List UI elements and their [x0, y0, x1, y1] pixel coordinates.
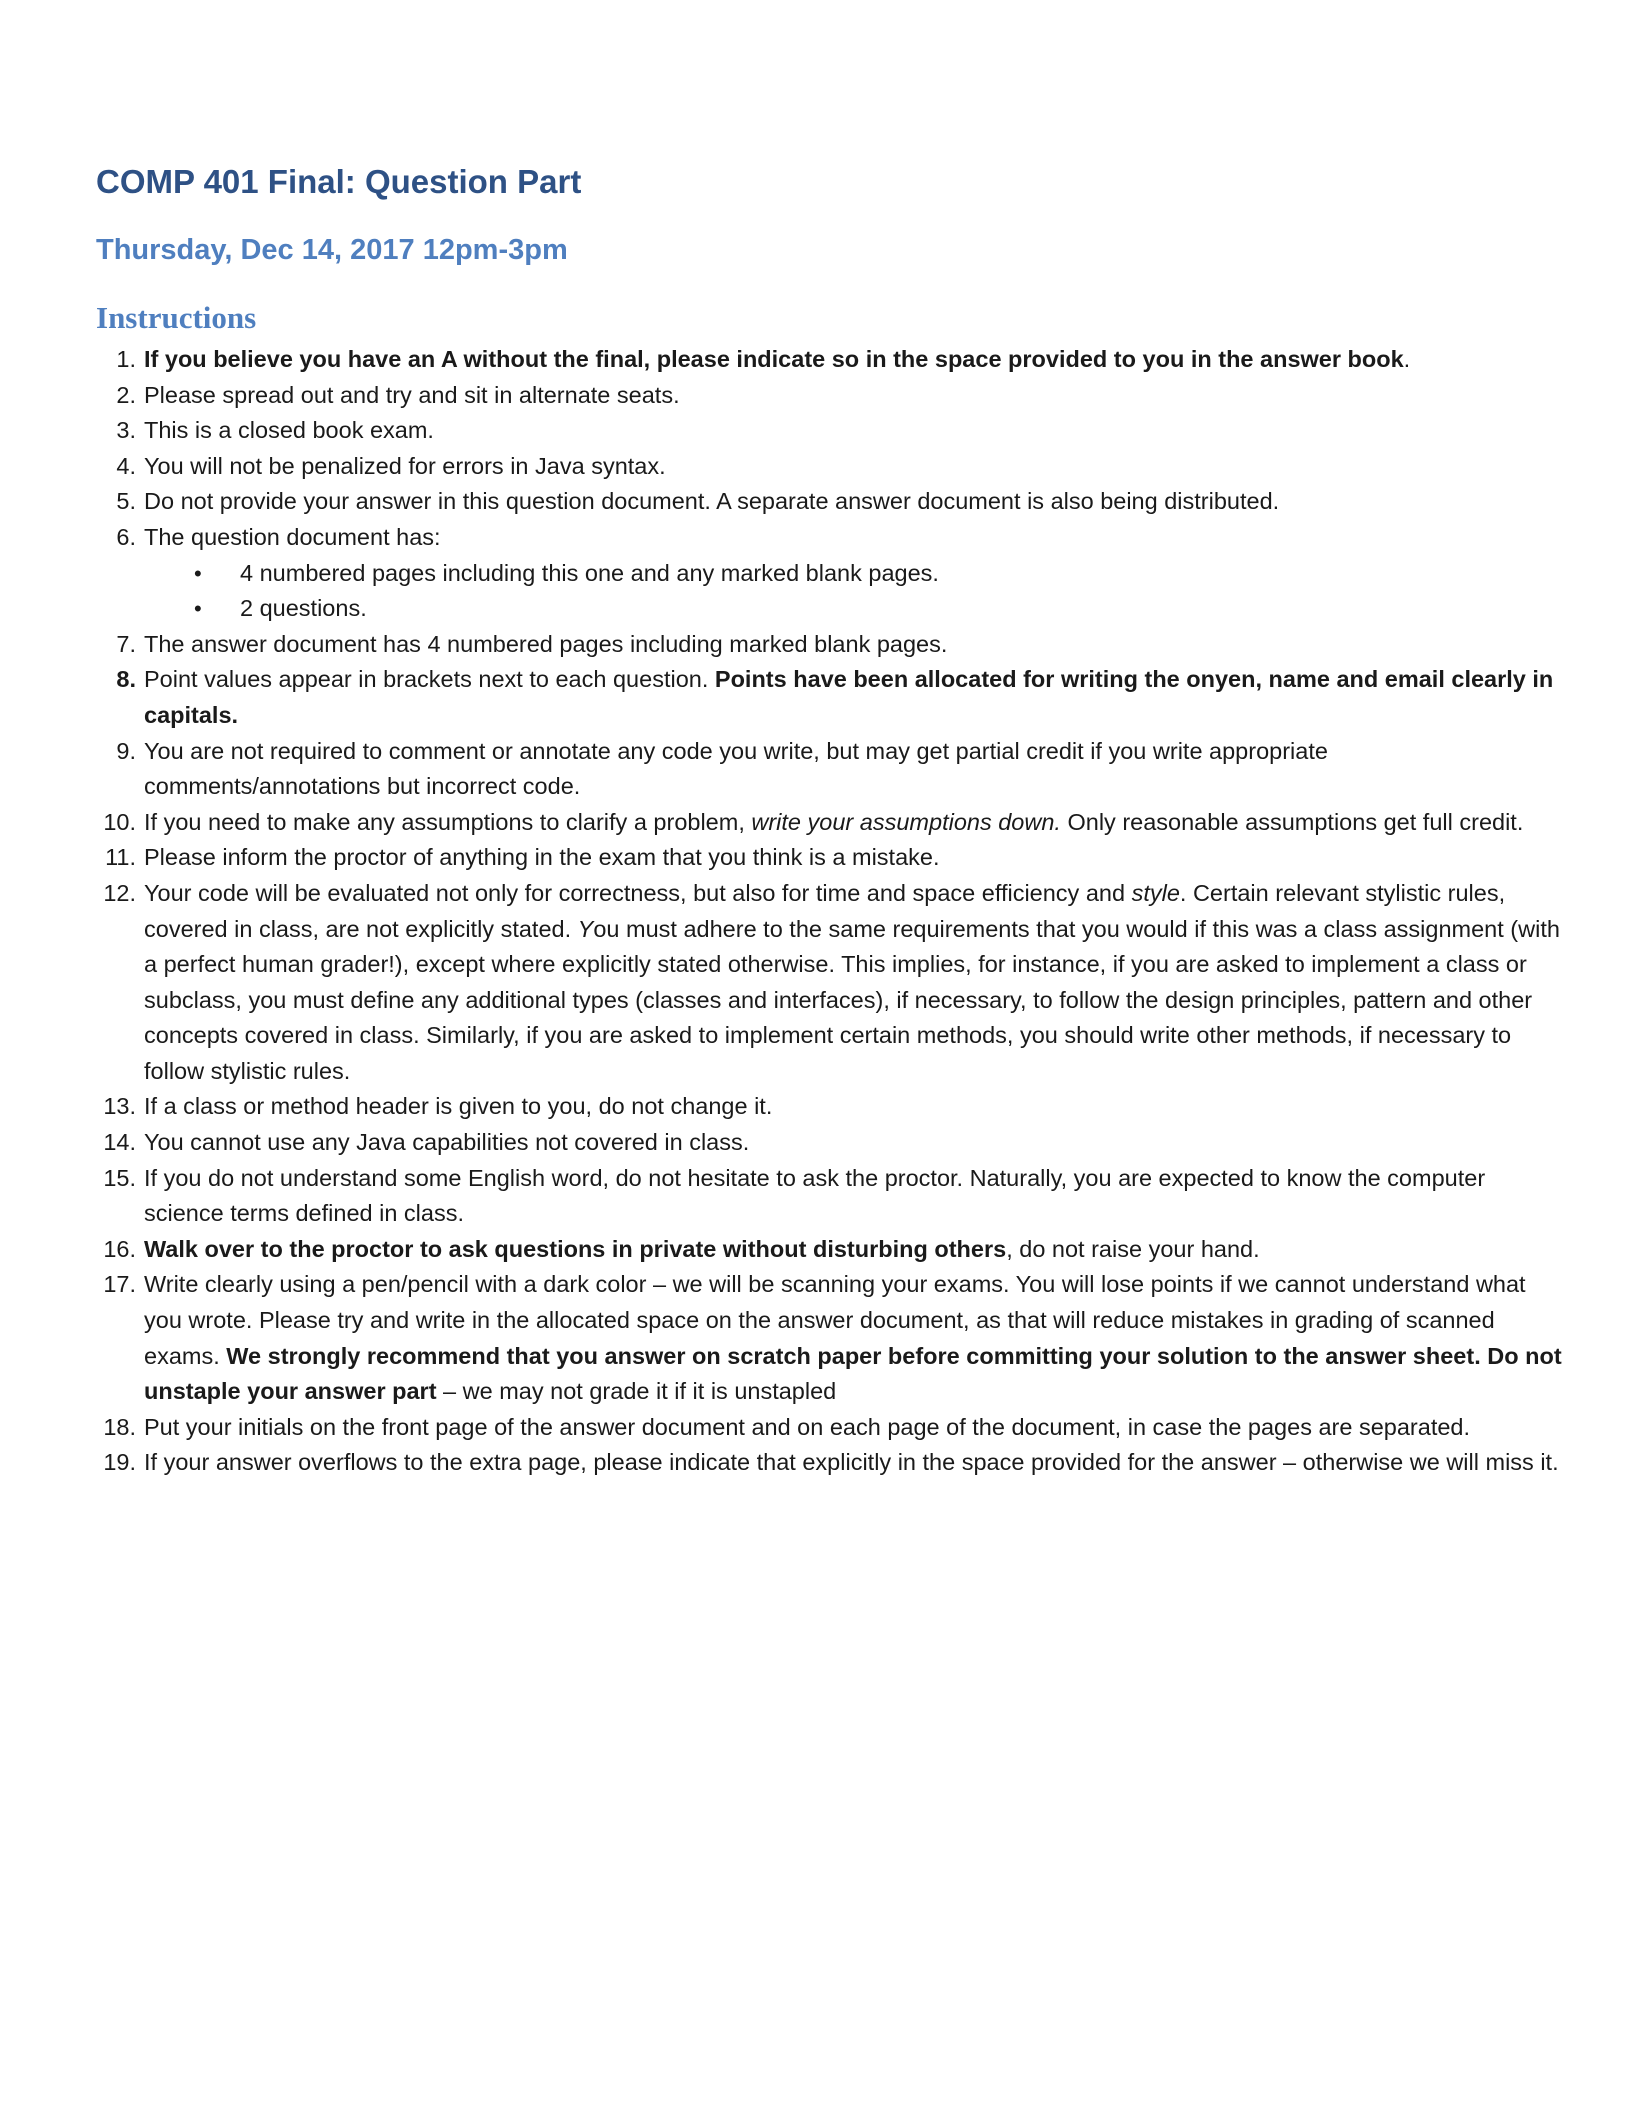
instruction-text: . Certain relevant stylistic rules, covered in class, are not explicitly stated. [144, 879, 1506, 942]
instruction-item [96, 520, 1566, 627]
instruction-number: 1. [116, 346, 136, 372]
instruction-number: 4. [116, 452, 136, 479]
instruction-text: You are not required to comment or annotate any code you write, but may get partial credit if you write appropriate comments/annotations but incorrect code. [144, 737, 1328, 800]
instruction-text: Y [577, 915, 594, 942]
bullet-icon: • [194, 596, 202, 622]
instruction-number: 6. [116, 523, 136, 550]
instruction-number: 19. [103, 1449, 136, 1476]
instruction-number: 9. [116, 737, 136, 764]
instruction-number: 13. [103, 1093, 136, 1120]
instruction-text: Write clearly using a pen/pencil with a dark color – we will be scanning your exams. You will lose points if we cannot understand what you wrote. Please try and write in the allocated space on the answer document, as that will reduce mistakes in grading of scanned exams. [144, 1271, 1526, 1369]
instruction-number: 17. [103, 1271, 136, 1298]
instruction-text: Put your initials on the front page of the answer document and on each page of the document, in case the pages are separated. [144, 1413, 1471, 1440]
instruction-subitem [144, 556, 1566, 592]
instruction-text: This is a closed book exam. [144, 417, 434, 444]
instruction-item [96, 1161, 1566, 1232]
instruction-text: write your assumptions down. [751, 808, 1061, 835]
instruction-text: You cannot use any Java capabilities not covered in class. [144, 1129, 750, 1156]
instruction-subitem [144, 591, 1566, 627]
document-title: COMP 401 Final: Question Part [96, 163, 582, 200]
document-page [96, 160, 1566, 1481]
instruction-item [96, 1232, 1566, 1268]
instruction-text: The answer document has 4 numbered pages including marked blank pages. [144, 630, 948, 657]
instruction-text: If you believe you have an A without the final, please indicate so in the space provided to you in the answer book [144, 346, 1404, 372]
instruction-number: 7. [116, 630, 136, 657]
instruction-number: 5. [116, 488, 136, 515]
instruction-text: Only reasonable assumptions get full credit. [1060, 808, 1524, 835]
instruction-text: Please spread out and try and sit in alternate seats. [144, 381, 680, 408]
instruction-item [96, 1125, 1566, 1161]
instruction-number: 14. [103, 1129, 136, 1156]
instruction-text: Do not provide your answer in this question document. A separate answer document is also being distributed. [144, 488, 1280, 515]
instruction-text: style [1131, 879, 1180, 906]
instruction-number: 2. [116, 381, 136, 408]
instruction-number: 12. [103, 879, 136, 906]
instruction-text: Walk over to the proctor to ask questions in private without disturbing others [144, 1235, 1007, 1262]
instruction-number: 16. [103, 1235, 136, 1262]
instruction-text: ou must adhere to the same requirements that you would if this was a class assignment (with a perfect human grader!), except where explicitly stated otherwise. This implies, for instance, if you are asked to implement a class or subclass, you must define any additional types (classes and interfaces), if necessary, to follow the design principles, pattern and other concepts covered in class. Similarly, if you are asked to implement certain methods, you should write other methods, if necessary to follow stylistic rules. [144, 915, 1560, 1084]
instruction-subitem-text: 4 numbered pages including this one and any marked blank pages. [240, 559, 939, 586]
instruction-item [96, 1267, 1566, 1409]
instruction-number: 15. [103, 1164, 136, 1191]
instruction-item [96, 484, 1566, 520]
instruction-item [96, 734, 1566, 805]
instruction-number: 3. [116, 417, 136, 444]
instruction-text: Point values appear in brackets next to each question. [144, 666, 715, 693]
instruction-text: The question document has: [144, 523, 441, 550]
instruction-text: Points have been allocated for writing the onyen, name and email clearly in capitals. [144, 666, 1554, 728]
instruction-text: Please inform the proctor of anything in the exam that you think is a mistake. [144, 844, 940, 871]
instruction-item [96, 413, 1566, 449]
instruction-item [96, 627, 1566, 663]
instruction-subitem-text: 2 questions. [240, 595, 367, 622]
instruction-item [96, 342, 1566, 378]
instruction-item [96, 662, 1566, 733]
instruction-text: If you need to make any assumptions to clarify a problem, [144, 808, 752, 835]
instructions-heading: Instructions [96, 300, 257, 335]
instruction-text: Your code will be evaluated not only for correctness, but also for time and space efficiency and [144, 879, 1132, 906]
instruction-item [96, 1445, 1566, 1481]
instruction-text: If your answer overflows to the extra page, please indicate that explicitly in the space provided for the answer – otherwise we will miss it. [144, 1449, 1559, 1476]
instruction-number: 18. [103, 1413, 136, 1440]
instruction-text: , do not raise your hand. [1006, 1235, 1260, 1262]
bullet-icon: • [194, 560, 202, 586]
instruction-number: 10. [103, 808, 136, 835]
instruction-text: . [1403, 346, 1411, 372]
instructions-list [96, 342, 1566, 1481]
instruction-text: You will not be penalized for errors in Java syntax. [144, 452, 666, 479]
instruction-text: If you do not understand some English word, do not hesitate to ask the proctor. Naturally, you are expected to know the computer science terms defined in class. [144, 1164, 1486, 1227]
document-subtitle: Thursday, Dec 14, 2017 12pm-3pm [96, 234, 568, 266]
instruction-number: 8. [116, 666, 136, 693]
instruction-text: If a class or method header is given to you, do not change it. [144, 1093, 773, 1120]
instruction-text: – we may not grade it if it is unstapled [436, 1378, 837, 1405]
instruction-item [96, 1089, 1566, 1125]
instruction-text: We strongly recommend that you answer on scratch paper before committing your solution to the answer sheet. Do not unstaple your answer part [144, 1342, 1562, 1405]
instruction-number: 11. [105, 844, 136, 871]
instruction-sublist [144, 556, 1566, 627]
instruction-item [96, 449, 1566, 485]
instruction-item [96, 1410, 1566, 1446]
instruction-item [96, 805, 1566, 841]
instruction-item [96, 378, 1566, 414]
instruction-item [96, 840, 1566, 876]
instruction-item [96, 876, 1566, 1090]
